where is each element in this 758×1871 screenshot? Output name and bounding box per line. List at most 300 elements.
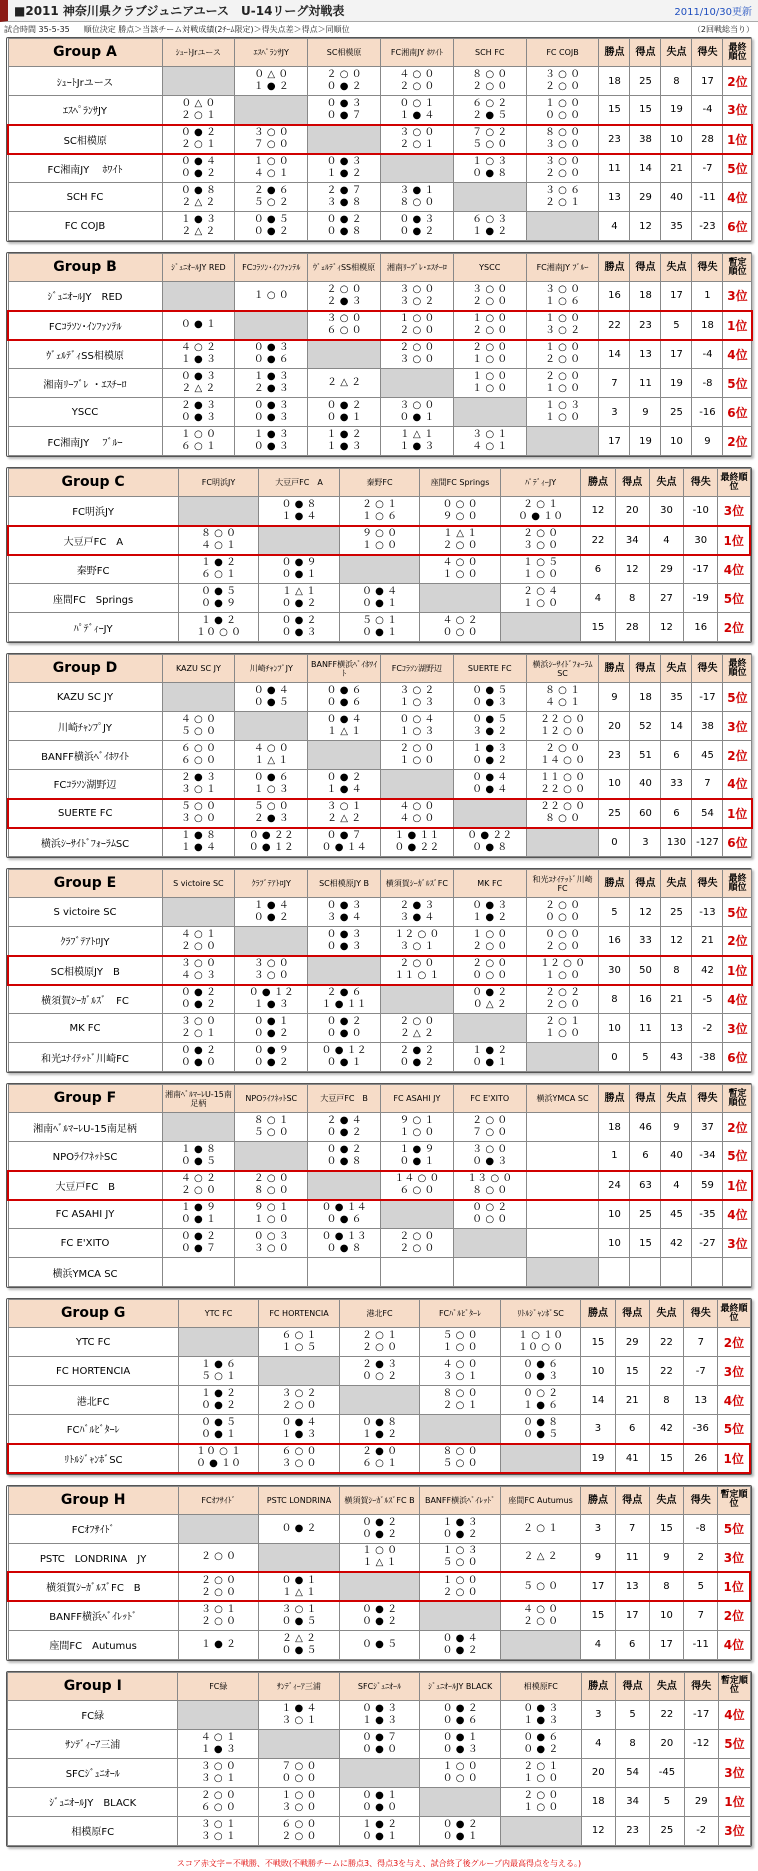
match-score: ０ ● ３ (326, 900, 362, 911)
match-score: ０ ● ８ (180, 185, 216, 196)
match-score: ６ ○ ０ (200, 1801, 236, 1813)
team-name: NPOﾗｲﾌﾈｯﾄSC (8, 1142, 162, 1171)
match-score: ７ ○ ０ (281, 1760, 317, 1772)
match-score: １ ○ ０ (472, 383, 508, 394)
match-result-cell (162, 985, 235, 1014)
match-score: ２ ○ ０ (200, 1586, 237, 1598)
match-result-cell (526, 985, 599, 1014)
match-score: ３ ○ ０ (281, 1458, 317, 1469)
match-score: ５ ○ ０ (442, 1330, 478, 1341)
match-score: １ ● ２ (326, 429, 362, 440)
match-result-cell (259, 584, 340, 613)
match-result-cell (526, 1171, 599, 1200)
match-score: ２ ● ３ (399, 900, 435, 911)
match-result-cell (308, 427, 381, 456)
team-stat: 6 (615, 1415, 649, 1444)
match-score: １ ○ ０ (361, 540, 398, 551)
team-rank: 4位 (723, 1200, 752, 1229)
team-stat: 33 (630, 927, 661, 956)
team-rank: 2位 (718, 1601, 750, 1630)
match-score: ０ ○ ０ (472, 1214, 508, 1226)
match-score: ０ ● ８ (326, 226, 362, 237)
team-stat: 20 (615, 497, 649, 526)
match-score: ２ ○ ０ (523, 1789, 559, 1801)
team-stat: 9 (649, 1543, 683, 1572)
match-score: ０ ● ２２ (467, 830, 513, 842)
match-score: ７ ○ ２ (472, 127, 508, 138)
match-score: ２ ● ５ (472, 109, 508, 121)
match-score: ０ ○ ０ (442, 627, 478, 638)
match-score: ２ ○ ０ (200, 1551, 237, 1563)
team-row (8, 427, 752, 456)
match-score: ６ ○ ０ (281, 1818, 317, 1830)
team-rank: 6位 (723, 212, 752, 241)
team-stat: 9 (661, 1113, 692, 1142)
team-stat: -19 (684, 584, 718, 613)
column-team-header: 秦野FC (339, 469, 420, 497)
team-stat: 22 (649, 1328, 683, 1357)
team-row (8, 1357, 750, 1386)
match-result-cell (339, 1729, 420, 1758)
match-result-cell (308, 369, 381, 398)
team-stat: 18 (599, 1113, 630, 1142)
match-score: ２ ○ ０ (326, 69, 362, 80)
team-rank: 4位 (718, 555, 750, 584)
match-score: ５ ○ ０ (442, 1557, 478, 1569)
team-name: ｼｭｰﾄJrユース (8, 67, 162, 96)
match-score: ０ ● ３ (472, 1155, 508, 1167)
match-result-cell (453, 340, 526, 369)
match-score: ２ ○ ０ (472, 81, 508, 92)
team-name: ﾘﾄﾙｼﾞｬﾝﾎﾞSC (8, 1444, 178, 1473)
stat-header: 得点 (630, 254, 661, 282)
match-result-cell (339, 1514, 420, 1543)
team-stat: 25 (630, 1200, 661, 1229)
match-result-cell (308, 927, 381, 956)
match-result-cell (308, 1200, 381, 1229)
column-team-header: 港北FC (339, 1300, 420, 1328)
match-result-cell (235, 1014, 308, 1043)
match-score: １ ○ ０ (399, 313, 435, 324)
match-score: １ ● ８ (180, 1143, 216, 1155)
team-stat: 21 (661, 154, 692, 183)
team-stat: -36 (684, 1415, 718, 1444)
match-score: ０ ● ３ (442, 1743, 478, 1755)
stat-header: 得失 (692, 655, 723, 683)
match-result-cell (420, 1543, 501, 1572)
match-result-cell (235, 1200, 308, 1229)
match-score: １２ ○ ０ (540, 958, 586, 969)
match-score: １ ○ ０ (442, 1574, 478, 1586)
team-row (8, 340, 752, 369)
team-stat: 23 (599, 125, 630, 154)
match-result-cell (500, 526, 581, 555)
team-stat: -11 (684, 1630, 718, 1659)
match-score: ２ ○ １ (180, 139, 216, 150)
team-stat: 23 (599, 741, 630, 770)
match-result-cell (259, 1572, 340, 1601)
match-score: ０ ● ８ (361, 1416, 398, 1428)
column-team-header: SFCｼﾞｭﾆｵｰﾙ (339, 1672, 420, 1700)
team-row (8, 398, 752, 427)
match-score: ０ ● ５ (281, 1644, 317, 1656)
match-score: ３ ○ １ (326, 801, 362, 812)
self-match-cell (162, 1113, 235, 1142)
match-result-cell (420, 1700, 501, 1729)
match-score: ０ ● １ (442, 1731, 478, 1743)
team-stat: 12 (581, 1816, 615, 1845)
match-result-cell (380, 1014, 453, 1043)
match-result-cell (526, 340, 599, 369)
stat-header: 勝点 (599, 1085, 630, 1113)
team-rank: 4位 (723, 985, 752, 1014)
team-stat: 28 (615, 613, 649, 642)
team-stat: -23 (692, 212, 723, 241)
team-stat (661, 1258, 692, 1287)
stat-header: 失点 (649, 469, 683, 497)
match-result-cell (526, 1142, 599, 1171)
match-score: １ ● ２ (326, 168, 362, 180)
match-score: １ ● ２ (361, 1428, 398, 1440)
team-stat: 45 (661, 1200, 692, 1229)
match-score: ０ △ ０ (254, 69, 289, 80)
match-score: １ ○ ３ (253, 783, 289, 795)
team-stat: 51 (630, 741, 661, 770)
match-score: ８ ○ １ (545, 685, 581, 696)
self-match-cell (308, 741, 381, 770)
column-team-header: SC相模原JY B (308, 870, 381, 898)
team-name: SC相模原 (8, 125, 162, 154)
match-score: ０ ● ６ (253, 354, 289, 366)
team-stat: 60 (630, 799, 661, 828)
match-score: ２ ○ ０ (399, 1243, 435, 1254)
match-score: ０ ● ２ (326, 771, 362, 783)
match-result-cell (453, 956, 526, 985)
team-rank: 2位 (723, 1113, 752, 1142)
match-score: ３ ○ ０ (472, 283, 508, 295)
team-stat: 4 (581, 1630, 615, 1659)
column-team-header: FCｺﾗｿﾝ湖野辺 (380, 655, 453, 683)
match-score: ３ ○ ０ (253, 127, 289, 138)
match-result-cell (453, 282, 526, 311)
match-score: ０ ● ２ (281, 598, 317, 609)
match-result-cell (308, 1043, 381, 1072)
match-score: ２ ○ １ (442, 1400, 478, 1411)
match-score: ３ ○ １ (200, 1772, 236, 1784)
match-score: １ ● ２ (200, 615, 237, 626)
match-result-cell (526, 1014, 599, 1043)
stat-header: 得点 (615, 1300, 649, 1328)
match-result-cell (526, 741, 599, 770)
match-score: ０ ○ ３ (253, 1231, 289, 1242)
match-result-cell (235, 340, 308, 369)
team-stat: 50 (630, 956, 661, 985)
team-name: 秦野FC (8, 555, 178, 584)
match-result-cell (308, 398, 381, 427)
match-score: １ ○ ０ (545, 342, 581, 354)
team-stat: 25 (661, 898, 692, 927)
match-result-cell (178, 1758, 259, 1787)
team-stat: 34 (615, 526, 649, 555)
match-result-cell (420, 555, 501, 584)
match-score: ０ ● １３ (321, 1231, 367, 1242)
team-name: FC ASAHI JY (8, 1200, 162, 1229)
self-match-cell (453, 799, 526, 828)
match-result-cell (380, 311, 453, 340)
column-team-header: FC E'XITO (453, 1085, 526, 1113)
match-result-cell (420, 1328, 501, 1357)
self-match-cell (500, 1630, 581, 1659)
match-result-cell (420, 1729, 501, 1758)
team-name: FC湘南JY ﾌﾞﾙｰ (8, 427, 162, 456)
match-score: ０ ○ ２ (523, 1388, 559, 1399)
team-stat: -5 (692, 985, 723, 1014)
match-result-cell (178, 1386, 259, 1415)
match-score: ０ ● ３ (472, 697, 508, 708)
team-stat: 12 (661, 927, 692, 956)
match-score: ２ ○ ０ (472, 342, 508, 354)
match-score: ０ ○ ０ (281, 1772, 317, 1784)
match-result-cell (453, 1200, 526, 1229)
match-score: ３ ○ ０ (399, 283, 435, 295)
match-score: １ ○ ０ (442, 1342, 478, 1353)
stat-header: 得点 (630, 655, 661, 683)
match-result-cell (453, 96, 526, 125)
column-team-header: ｸﾗﾌﾞﾃｱﾄﾛJY (235, 870, 308, 898)
self-match-cell (235, 927, 308, 956)
match-result-cell (420, 1514, 501, 1543)
column-team-header: 湘南ﾘｰﾌﾞﾚ･ｴｽﾁｰﾛ (380, 254, 453, 282)
match-score: ０ ● ６ (326, 685, 362, 696)
team-name: ｳﾞｪﾙﾃﾞｨSS相模原 (8, 340, 162, 369)
match-score: ４ ○ ２ (442, 615, 478, 626)
match-score: ２ ○ ０ (399, 743, 435, 754)
match-score: １ ● ２ (200, 557, 237, 569)
team-stat: 3 (630, 828, 661, 857)
self-match-cell (178, 1700, 259, 1729)
match-score: １ ● ２ (253, 81, 289, 92)
team-stat: 18 (599, 67, 630, 96)
team-stat: -2 (684, 1816, 718, 1845)
team-stat: 9 (692, 427, 723, 456)
match-score: ３ ○ ０ (545, 156, 581, 168)
match-score: ２２ ○ ０ (540, 801, 586, 812)
match-score: ２ ○ ０ (545, 354, 581, 366)
match-score: ０ ● ５ (200, 1416, 237, 1428)
team-stat: 12 (581, 497, 615, 526)
match-result-cell (162, 1229, 235, 1258)
team-stat: 5 (650, 1787, 684, 1816)
match-result-cell (526, 712, 599, 741)
match-score: ２ ○ ０ (442, 1586, 478, 1598)
team-rank: 5位 (723, 1142, 752, 1171)
match-score: ４ ○ ３ (180, 970, 216, 981)
match-score: ０ ● ３ (326, 156, 362, 168)
team-rank: 6位 (723, 828, 752, 857)
team-stat: 25 (599, 799, 630, 828)
match-score: ４ ○ ０ (253, 743, 289, 754)
team-name: FC COJB (8, 212, 162, 241)
column-team-header: SC相模原 (308, 39, 381, 67)
match-score: ０ ● ８ (472, 168, 508, 180)
match-result-cell (162, 154, 235, 183)
column-team-header: NPOﾗｲﾌﾈｯﾄSC (235, 1085, 308, 1113)
team-row (8, 1142, 752, 1171)
match-result-cell (308, 799, 381, 828)
team-stat: 5 (630, 1043, 661, 1072)
match-result-cell (420, 613, 501, 642)
team-rank: 5位 (718, 1415, 750, 1444)
match-score: ５ ○ １ (361, 615, 398, 626)
match-result-cell (259, 1787, 340, 1816)
team-stat: 24 (599, 1171, 630, 1200)
page-header (0, 0, 758, 22)
match-score: ０ ● ３ (523, 1702, 559, 1714)
match-result-cell (178, 1543, 259, 1572)
rank-header: 最終順位 (718, 1300, 750, 1328)
team-rank: 6位 (723, 398, 752, 427)
match-score: １ ○ ０ (545, 1028, 581, 1039)
match-score: ４ ○ １ (200, 540, 237, 551)
match-result-cell (162, 1142, 235, 1171)
match-score: ０ ● ５ (281, 1615, 317, 1627)
match-score: ０ ● ２ (326, 81, 362, 92)
team-stat: 38 (692, 712, 723, 741)
team-stat: 14 (599, 340, 630, 369)
team-stat: 15 (581, 1601, 615, 1630)
group-table-2 (6, 467, 752, 643)
team-name: ｻﾝﾃﾞｨｰｱ三浦 (8, 1729, 178, 1758)
team-stat: 25 (661, 398, 692, 427)
match-score: １ ● ６ (523, 1400, 559, 1411)
match-score: ０ △ ２ (472, 999, 507, 1011)
group-table-4 (6, 868, 752, 1073)
match-result-cell (380, 898, 453, 927)
match-result-cell (259, 1415, 340, 1444)
match-score: ０ △ ０ (181, 97, 216, 109)
team-stat: 46 (630, 1113, 661, 1142)
team-name: S victoire SC (8, 898, 162, 927)
match-score: ３ ○ ０ (472, 1143, 508, 1155)
match-score: ０ ● ２ (361, 1516, 398, 1528)
match-result-cell (526, 956, 599, 985)
match-result-cell (308, 282, 381, 311)
match-score: １ ○ ０ (523, 569, 559, 581)
team-stat: 10 (661, 125, 692, 154)
team-name: 座間FC Autumus (8, 1630, 178, 1659)
match-score: １ ● ３ (326, 441, 362, 452)
match-result-cell (235, 956, 308, 985)
team-rank: 4位 (718, 1700, 750, 1729)
team-stat (692, 1258, 723, 1287)
match-score: ０ ● ２２ (394, 842, 440, 854)
team-rank: 3位 (718, 1357, 750, 1386)
team-stat: 18 (630, 282, 661, 311)
match-score: ８ ○ １ (253, 1115, 289, 1126)
match-score: １ ● ４ (253, 900, 289, 911)
column-team-header: ｼｭｰﾄJrユース (162, 39, 235, 67)
self-match-cell (526, 1043, 599, 1072)
match-score: ０ ● ６ (326, 697, 362, 708)
match-score: ４ ○ ２ (180, 1173, 216, 1184)
match-score: ２ ● ３ (180, 400, 216, 411)
team-row (8, 799, 752, 828)
group-table-0 (6, 37, 752, 242)
match-score: ０ ● ４ (472, 771, 508, 783)
league-format: （2回戦総当り） (692, 25, 754, 34)
group-table-7 (6, 1485, 752, 1661)
team-name: FC湘南JY ﾎﾜｲﾄ (8, 154, 162, 183)
match-score: ０ ● ２ (180, 1045, 216, 1056)
match-result-cell (500, 1700, 581, 1729)
match-score: ３ ○ ０ (399, 127, 435, 138)
match-result-cell (453, 1142, 526, 1171)
team-stat: 29 (630, 183, 661, 212)
match-score: ２ △ ２ (327, 813, 362, 824)
match-score: ６ ○ ０ (180, 743, 216, 754)
match-score: ０ ● ２ (253, 1028, 289, 1039)
team-stat: 40 (661, 183, 692, 212)
match-score: １ ● ９ (180, 1202, 216, 1214)
match-score: ２ ○ １ (523, 498, 559, 510)
match-result-cell (162, 956, 235, 985)
match-score: １ ● ２ (472, 226, 508, 237)
match-score: ２ ○ ４ (523, 586, 559, 597)
team-name: 横須賀ｼｰｶﾞﾙｽﾞ FC (8, 985, 162, 1014)
match-score: ０ ● １ (281, 569, 317, 581)
stat-header: 失点 (661, 39, 692, 67)
match-result-cell (308, 1014, 381, 1043)
match-score: ０ ● ２ (326, 1127, 362, 1138)
team-rank: 3位 (718, 497, 750, 526)
match-score: ０ ● ３ (253, 412, 289, 423)
match-result-cell (380, 683, 453, 712)
match-result-cell (420, 1758, 501, 1787)
match-score: ０ ● ５ (200, 586, 237, 597)
match-result-cell (453, 427, 526, 456)
team-rank: 4位 (723, 183, 752, 212)
team-stat: 8 (599, 985, 630, 1014)
team-stat: 41 (615, 1444, 649, 1473)
match-score: ０ ○ ０ (472, 970, 508, 981)
match-score: １ △ １ (362, 1557, 397, 1569)
match-score: ３ ○ ０ (545, 139, 581, 150)
match-score: １ ○ ０ (545, 970, 581, 981)
match-result-cell (380, 1229, 453, 1258)
team-name: 湘南ﾘｰﾌﾞﾚ ・ｴｽﾁｰﾛ (8, 369, 162, 398)
match-result-cell (526, 282, 599, 311)
match-score: ０ ● ４ (326, 714, 362, 725)
column-team-header: FC ASAHI JY (380, 1085, 453, 1113)
team-stat: 13 (599, 183, 630, 212)
match-score: ６ ○ ０ (180, 755, 216, 766)
match-result-cell (526, 927, 599, 956)
match-score: ２ ○ ０ (545, 999, 581, 1011)
team-stat: -27 (692, 1229, 723, 1258)
match-score: ２ ● ０ (361, 1446, 398, 1457)
column-team-header: FC湘南JY ﾎﾜｲﾄ (380, 39, 453, 67)
match-score: ５ ○ ０ (180, 801, 216, 812)
team-stat: 6 (661, 799, 692, 828)
match-result-cell (235, 770, 308, 799)
match-score: ０ ● ２ (399, 226, 435, 237)
match-score: ３ ○ ２ (545, 325, 581, 336)
match-score: ３ ○ ０ (399, 400, 435, 411)
match-score: ０ ● １２ (321, 1045, 367, 1056)
match-score: ７ ○ ０ (253, 139, 289, 150)
team-stat: 40 (661, 1142, 692, 1171)
team-stat: 10 (599, 1229, 630, 1258)
